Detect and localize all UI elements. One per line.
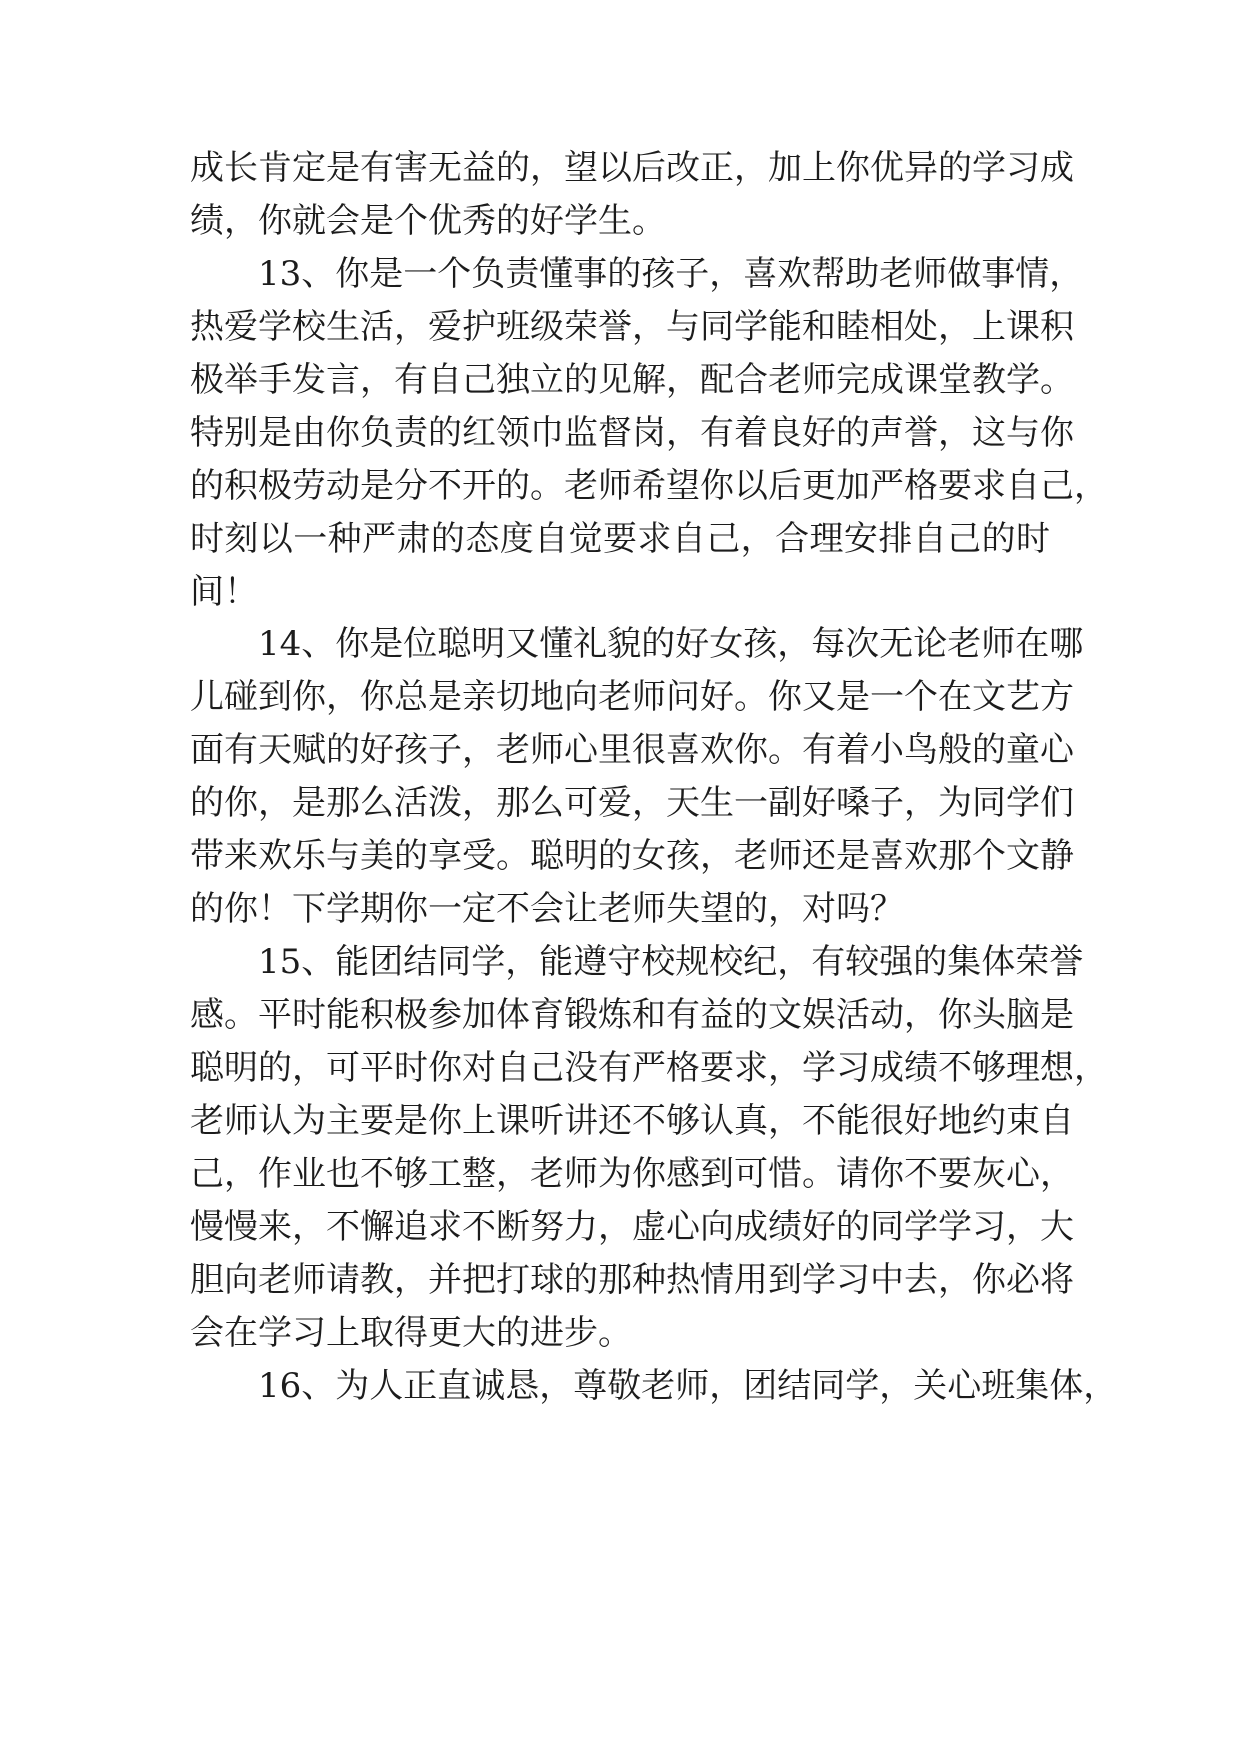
text-line: 极举手发言，有自己独立的见解，配合老师完成课堂教学。: [190, 360, 1074, 400]
text-line: 的积极劳动是分不开的。老师希望你以后更加严格要求自己，: [190, 466, 1108, 506]
text-line: 的你！下学期你一定不会让老师失望的，对吗？: [190, 889, 904, 929]
text-line: 成长肯定是有害无益的，望以后改正，加上你优异的学习成: [190, 148, 1074, 188]
text-line: 绩，你就会是个优秀的好学生。: [190, 201, 666, 241]
text-line: 特别是由你负责的红领巾监督岗，有着良好的声誉，这与你: [190, 413, 1074, 453]
text-line: 胆向老师请教，并把打球的那种热情用到学习中去，你必将: [190, 1260, 1074, 1300]
text-line: 儿碰到你，你总是亲切地向老师问好。你又是一个在文艺方: [190, 677, 1074, 717]
paragraph-16-start: 16、为人正直诚恳，尊敬老师，团结同学，关心班集体，: [258, 1366, 1118, 1406]
text-line: 热爱学校生活，爱护班级荣誉，与同学能和睦相处，上课积: [190, 307, 1074, 347]
text-line: 感。平时能积极参加体育锻炼和有益的文娱活动，你头脑是: [190, 995, 1074, 1035]
paragraph-14-start: 14、你是位聪明又懂礼貌的好女孩，每次无论老师在哪: [258, 624, 1084, 664]
text-line: 的你，是那么活泼，那么可爱，天生一副好嗓子，为同学们: [190, 783, 1074, 823]
text-line: 慢慢来，不懈追求不断努力，虚心向成绩好的同学学习，大: [190, 1207, 1074, 1247]
text-line: 聪明的，可平时你对自己没有严格要求，学习成绩不够理想，: [190, 1048, 1108, 1088]
text-line: 带来欢乐与美的享受。聪明的女孩，老师还是喜欢那个文静: [190, 836, 1074, 876]
text-line: 间！: [190, 572, 258, 612]
text-line: 会在学习上取得更大的进步。: [190, 1313, 632, 1353]
text-line: 时刻以一种严肃的态度自觉要求自己，合理安排自己的时: [190, 519, 1050, 559]
text-line: 面有天赋的好孩子，老师心里很喜欢你。有着小鸟般的童心: [190, 730, 1074, 770]
paragraph-13-start: 13、你是一个负责懂事的孩子，喜欢帮助老师做事情，: [258, 254, 1084, 294]
text-line: 己，作业也不够工整，老师为你感到可惜。请你不要灰心，: [190, 1154, 1074, 1194]
text-line: 老师认为主要是你上课听讲还不够认真，不能很好地约束自: [190, 1101, 1074, 1141]
paragraph-15-start: 15、能团结同学，能遵守校规校纪，有较强的集体荣誉: [258, 942, 1084, 982]
